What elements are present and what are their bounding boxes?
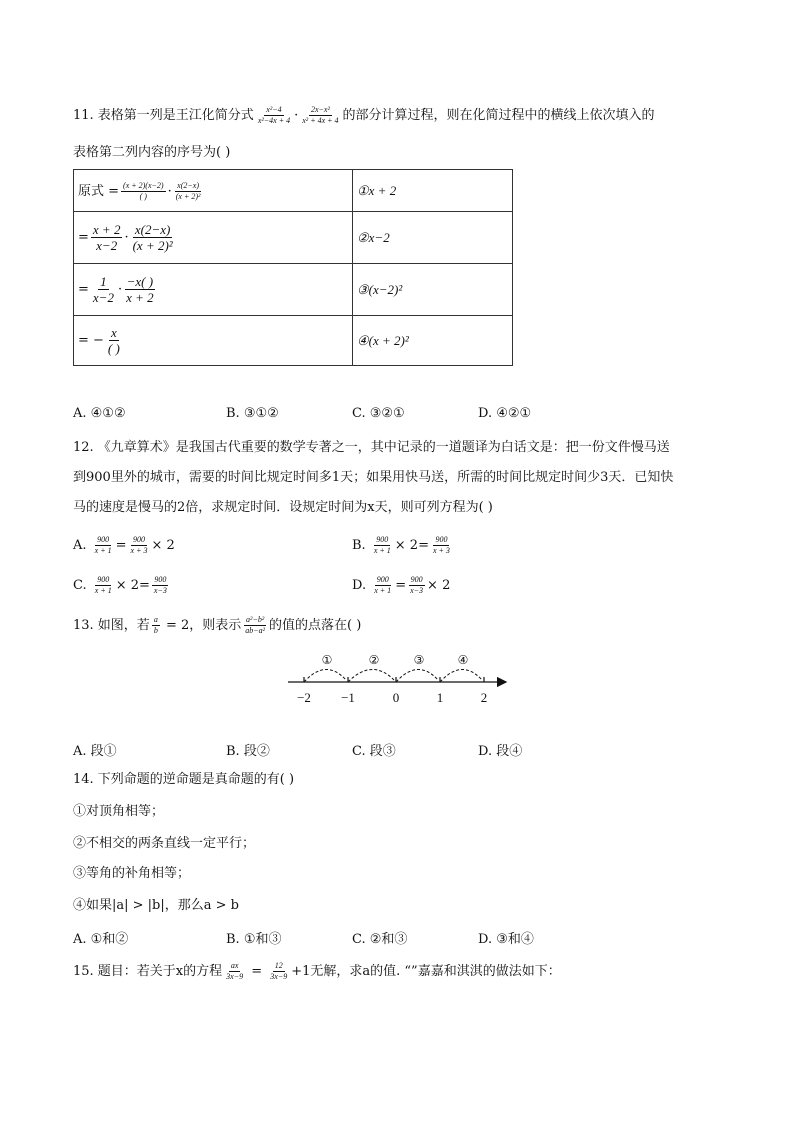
q12-option-d[interactable]: D. $\frac{900}{x + 1}$ = $\frac{900}{x-3}$ × 2 <box>352 575 451 595</box>
q11-stem-line2: 表格第二列内容的序号为( ) <box>73 145 231 160</box>
segment-arc-1 <box>304 669 346 682</box>
q14-option-a[interactable]: A. ①和② <box>73 932 129 947</box>
segment-label-4: ④ <box>457 653 469 667</box>
table-row <box>74 264 513 316</box>
q11-fraction-1: $\frac{\text{x²−4}}{\text{x²−4x + 4}}$ <box>257 105 291 125</box>
q13-option-c[interactable]: C. 段③ <box>352 744 396 759</box>
table-cell: ④(x + 2)² <box>353 316 513 366</box>
table-row <box>74 316 513 366</box>
segment-arc-2 <box>348 669 394 682</box>
q13-option-d[interactable]: D. 段④ <box>478 744 523 759</box>
q13-option-b[interactable]: B. 段② <box>226 744 270 759</box>
table-row <box>74 212 513 264</box>
q12-stem-line2: 到900里外的城市，需要的时间比规定时间多1天；如果用快马送，所需的时间比规定时间少3天．已知快 <box>73 470 674 485</box>
table-cell: 原式 = $\frac{(x + 2)(x-2)}{( )}$ · $\frac{x(2-x)}{\text{(x + 2)²}}$ <box>74 170 353 212</box>
table-cell: = $\frac{1}{x-2}$ · $\frac{-x( )}{x + 2}$ <box>74 264 353 316</box>
q13-stem: 13. 如图，若 $\frac{a}{b}$ = 2，则表示 $\frac{\text{a²−b²}}{\text{ab−a²}}$ 的值的点落在( ) <box>73 615 362 635</box>
q12-option-a[interactable]: A. $\frac{900}{x + 1}$ = $\frac{900}{x + 3}$ × 2 <box>73 535 175 555</box>
tick-label: 1 <box>436 690 444 705</box>
tick-label: −2 <box>297 690 311 705</box>
q13-option-a[interactable]: A. 段① <box>73 744 117 759</box>
q14-item-3: ③等角的补角相等； <box>73 866 191 881</box>
table-cell: = − $\frac{x}{( )}$ <box>74 316 353 366</box>
q14-item-2: ②不相交的两条直线一定平行； <box>73 836 256 851</box>
q12-option-c[interactable]: C. $\frac{900}{x + 1}$ × 2= $\frac{900}{x-3}$ <box>73 575 167 595</box>
segment-arc-3 <box>396 669 438 682</box>
segment-label-1: ① <box>321 653 333 667</box>
q11-option-c[interactable]: C. ③②① <box>352 406 405 421</box>
tick-label: −1 <box>341 690 355 705</box>
tick-label: 0 <box>392 690 400 705</box>
q12-stem-line1: 12. 《九章算术》是我国古代重要的数学专著之一，其中记录的一道题译为白话文是：把一份文件慢马送 <box>73 440 670 455</box>
table-cell: ①x + 2 <box>353 170 513 212</box>
q11-option-d[interactable]: D. ④②① <box>478 406 532 421</box>
q11-stem: 11. 表格第一列是王江化简分式 $\frac{\text{x²−4}}{\text{x²−4x + 4}}$ · $\frac{\text{2x−x²}}{\text{x² + 4x + 4}}$ 的部分计算过程，则在化简过程中的横线上依次填入的 <box>73 105 655 125</box>
segment-label-2: ② <box>368 653 380 667</box>
table-cell: ②x−2 <box>353 212 513 264</box>
q12-option-b[interactable]: B. $\frac{900}{x + 1}$ × 2= $\frac{900}{x + 3}$ <box>352 535 450 555</box>
segment-label-3: ③ <box>413 653 425 667</box>
q14-item-1: ①对顶角相等； <box>73 804 165 819</box>
q13-number-line <box>280 648 520 710</box>
q12-stem-line3: 马的速度是慢马的2倍，求规定时间．设规定时间为x天，则可列方程为( ) <box>73 500 493 515</box>
table-cell: = $\frac{x + 2}{x-2}$ · $\frac{x(2-x)}{\text{(x + 2)²}}$ <box>74 212 353 264</box>
table-row <box>74 170 513 212</box>
segment-arc-4 <box>440 669 482 682</box>
q14-stem: 14. 下列命题的逆命题是真命题的有( ) <box>73 772 295 787</box>
q11-fraction-2: $\frac{\text{2x−x²}}{\text{x² + 4x + 4}}$ <box>302 105 339 125</box>
q14-item-4: ④如果|a| > |b|，那么a > b <box>73 898 239 913</box>
q14-option-b[interactable]: B. ①和③ <box>226 932 282 947</box>
tick-label: 2 <box>480 690 488 705</box>
q14-option-c[interactable]: C. ②和③ <box>352 932 408 947</box>
q15-stem: 15. 题目：若关于x的方程 $\frac{ax}{3x-9}$ = $\frac{12}{3x-9}$ +1无解，求a的值. “”嘉嘉和淇淇的做法如下： <box>73 961 561 981</box>
q11-option-a[interactable]: A. ④①② <box>73 406 126 421</box>
table-cell: ③(x−2)² <box>353 264 513 316</box>
q11-table <box>73 169 513 366</box>
q14-option-d[interactable]: D. ③和④ <box>478 932 534 947</box>
q11-option-b[interactable]: B. ③①② <box>226 406 279 421</box>
